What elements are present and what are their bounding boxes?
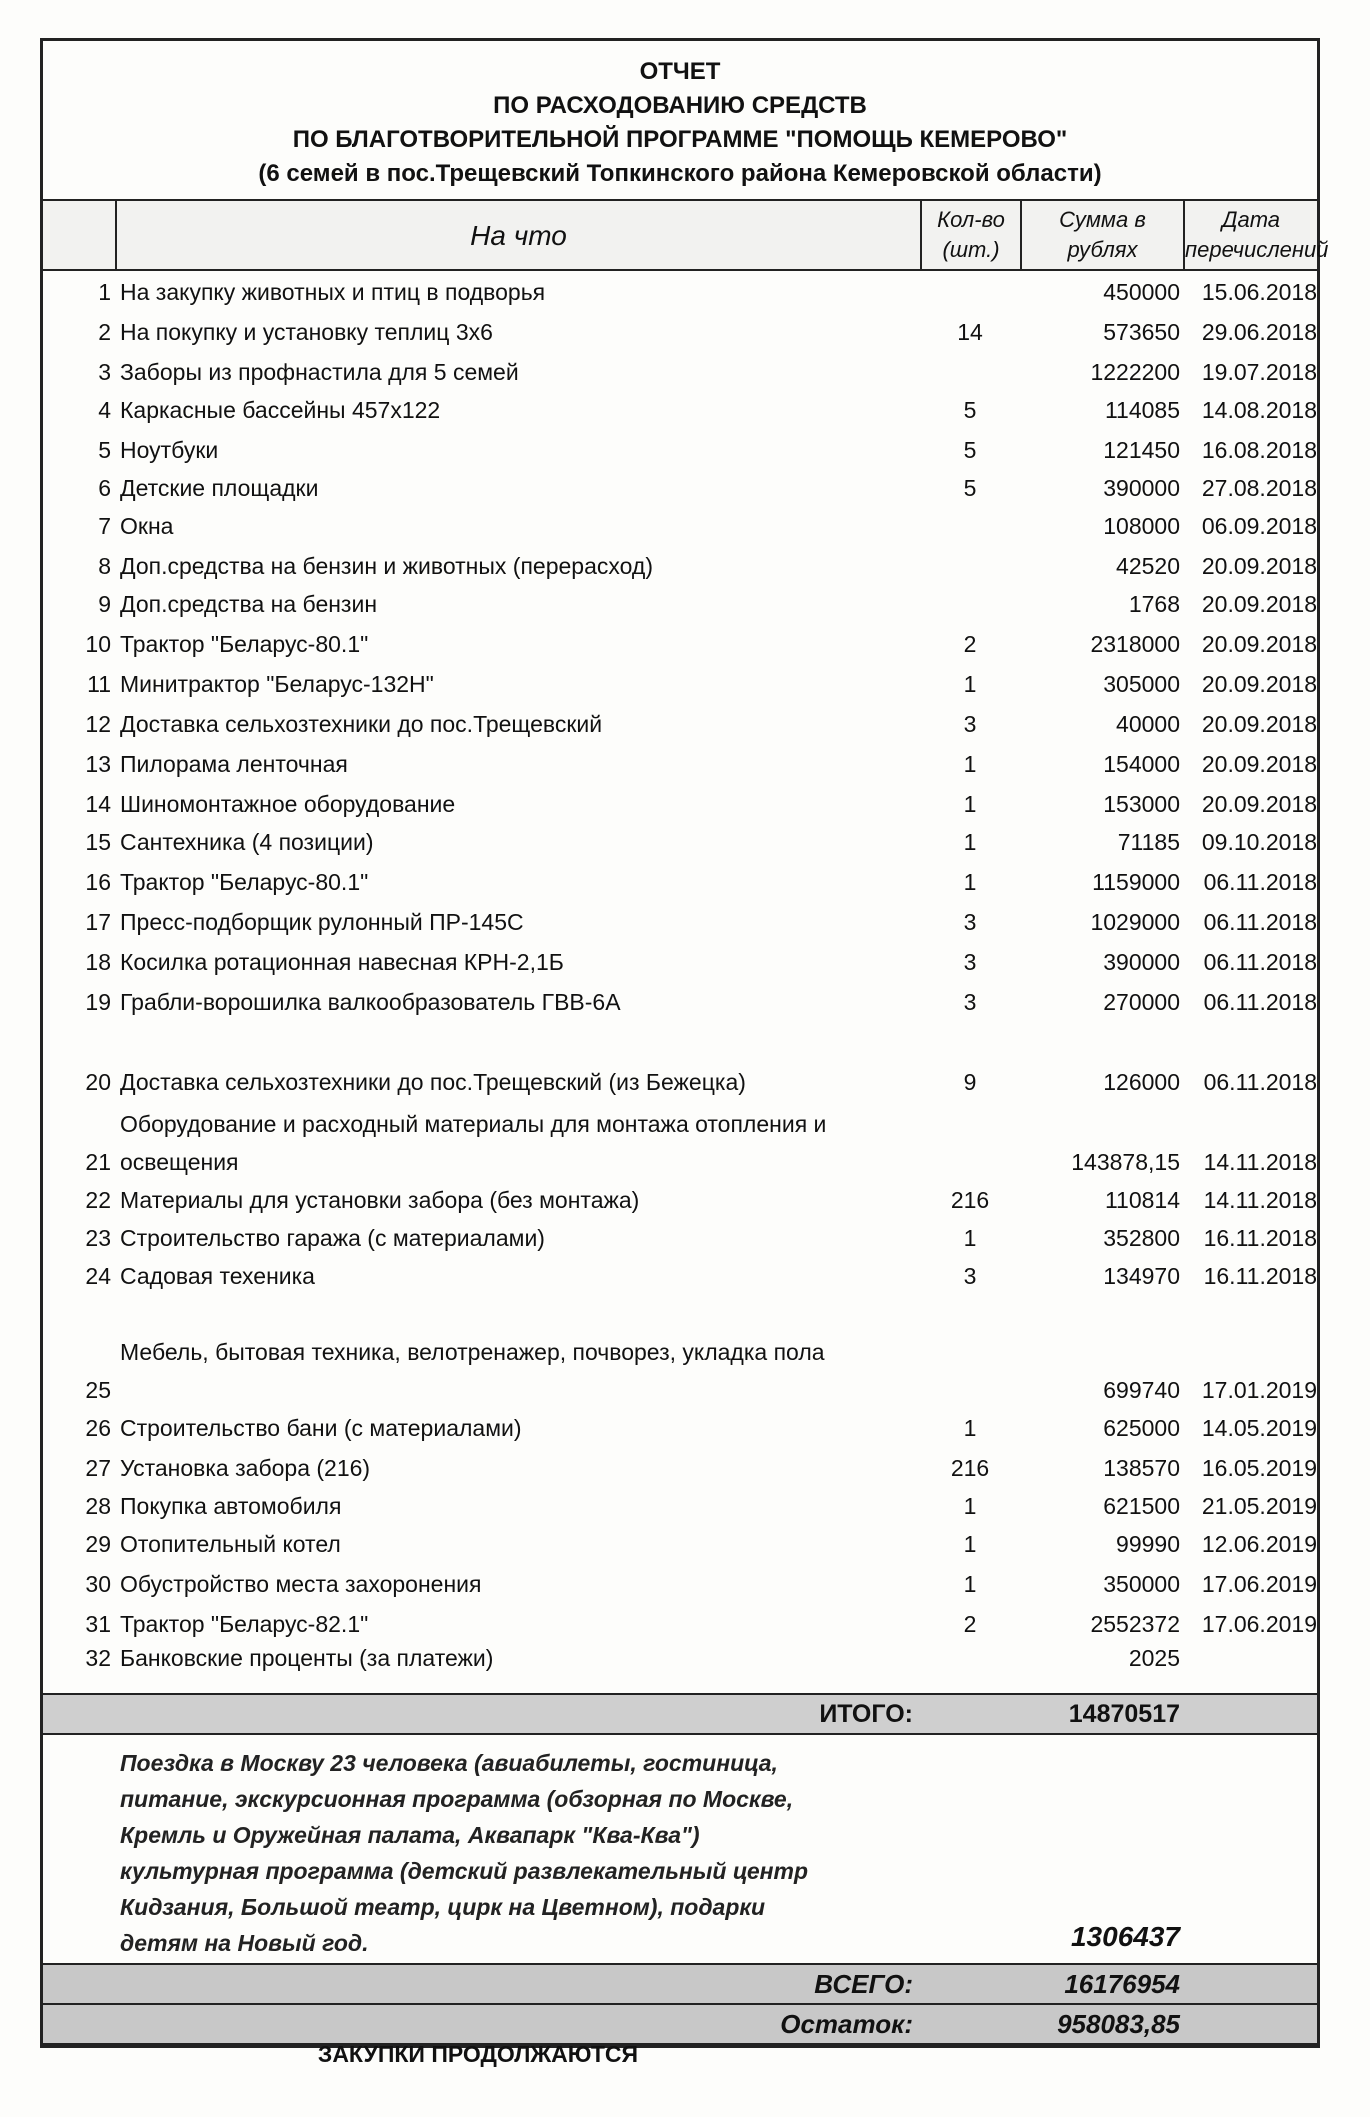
row-number: 21 [85,1149,111,1175]
row-number: 29 [85,1531,111,1557]
row-number: 11 [87,671,111,697]
itogo-label: ИТОГО: [819,1700,913,1728]
row-name: Строительство гаража (с материалами) [120,1225,545,1251]
row-name: Окна [120,513,174,539]
itogo-value: 14870517 [1068,1700,1180,1728]
row-sum: 42520 [1116,553,1180,579]
itogo-row [43,1693,1317,1735]
row-sum: 699740 [1103,1377,1180,1403]
row-date: 16.05.2019 [1201,1455,1317,1481]
title-line-1: ОТЧЕТ [639,58,721,85]
row-qty: 1 [963,751,977,777]
row-qty: 1 [963,829,977,855]
row-date: 12.06.2019 [1201,1531,1317,1557]
row-name: Доставка сельхозтехники до пос.Трещевский [120,711,603,737]
row-date: 16.11.2018 [1203,1263,1317,1289]
row-date: 09.10.2018 [1201,829,1317,855]
row-qty: 1 [963,869,977,895]
row-name: Ноутбуки [120,437,219,463]
header-qty: Кол-во (шт.) [920,201,1020,269]
trip-section [43,1735,1317,1965]
row-qty: 3 [963,909,977,935]
row-number: 3 [98,359,111,385]
row-date: 15.06.2018 [1201,279,1317,305]
row-number: 17 [85,909,111,935]
row-date: 14.11.2018 [1203,1187,1317,1213]
row-name: Грабли-ворошилка валкообразователь ГВВ-6А [120,989,621,1015]
row-date: 17.06.2019 [1201,1571,1317,1597]
row-name: Доставка сельхозтехники до пос.Трещевский (из Бежецка) [120,1069,746,1095]
row-number: 15 [85,829,111,855]
row-date: 06.11.2018 [1203,869,1317,895]
trip-line: питание, экскурсионная программа (обзорная по Москве, [120,1786,794,1812]
trip-line: Поездка в Москву 23 человека (авиабилеты, гостиница, [120,1750,778,1776]
row-number: 20 [85,1069,111,1095]
row-qty: 14 [957,319,983,345]
row-sum: 154000 [1103,751,1180,777]
row-sum: 143878,15 [1071,1149,1180,1175]
row-sum: 350000 [1103,1571,1180,1597]
header-what: На что [115,201,920,269]
row-date: 06.11.2018 [1203,909,1317,935]
row-name: Детские площадки [120,475,319,501]
row-qty: 1 [963,1415,977,1441]
row-number: 16 [85,869,111,895]
row-date: 20.09.2018 [1201,631,1317,657]
trip-line: Кидзания, Большой театр, цирк на Цветном), подарки [120,1894,766,1920]
row-qty: 3 [963,711,977,737]
row-number: 1 [98,279,111,305]
row-name: Банковские проценты (за платежи) [120,1645,494,1671]
vsego-row [43,1965,1317,2005]
row-name: Доп.средства на бензин и животных (перерасход) [120,553,653,579]
vsego-label: ВСЕГО: [814,1969,913,1999]
row-date: 27.08.2018 [1201,475,1317,501]
row-name: Установка забора (216) [120,1455,371,1481]
title-line-4: (6 семей в пос.Трещевский Топкинского района Кемеровской области) [258,160,1102,187]
row-sum: 1029000 [1090,909,1180,935]
row-name: На закупку животных и птиц в подворья [120,279,546,305]
row-name: Доп.средства на бензин [120,591,378,617]
row-number: 26 [85,1415,111,1441]
row-sum: 305000 [1103,671,1180,697]
row-name: Трактор "Беларус-80.1" [120,631,369,657]
row-name: Косилка ротационная навесная КРН-2,1Б [120,949,564,975]
row-name: Сантехника (4 позиции) [120,829,374,855]
row-name: Материалы для установки забора (без монтажа) [120,1187,640,1213]
row-sum: 450000 [1103,279,1180,305]
row-number: 12 [85,711,111,737]
trip-line: Кремль и Оружейная палата, Аквапарк "Ква-Ква") [120,1822,700,1848]
row-number: 4 [98,397,111,423]
header-date: Дата перечислений [1183,201,1317,269]
row-sum: 2318000 [1090,631,1180,657]
row-qty: 9 [963,1069,977,1095]
row-qty: 2 [963,631,977,657]
row-qty: 3 [963,949,977,975]
row-sum: 352800 [1103,1225,1180,1251]
trip-value: 1306437 [1070,1921,1180,1952]
row-qty: 216 [950,1455,990,1481]
row-qty: 5 [963,475,977,501]
trip-line: культурная программа (детский развлекательный центр [120,1858,809,1884]
row-qty: 1 [963,1225,977,1251]
row-number: 19 [85,989,111,1015]
row-number: 13 [85,751,111,777]
row-date: 16.08.2018 [1201,437,1317,463]
row-date: 21.05.2019 [1201,1493,1317,1519]
row-date: 16.11.2018 [1203,1225,1317,1251]
row-name: Покупка автомобиля [120,1493,342,1519]
row-sum: 625000 [1103,1415,1180,1441]
row-name: Каркасные бассейны 457х122 [120,397,441,423]
row-name: Садовая техеника [120,1263,315,1289]
row-number: 8 [98,553,111,579]
row-name: Оборудование и расходный материалы для монтажа отопления и освещения [120,1111,827,1175]
row-qty: 216 [950,1187,990,1213]
row-number: 2 [98,319,111,345]
row-sum: 2552372 [1090,1611,1180,1637]
ostatok-row [43,2005,1317,2045]
row-sum: 390000 [1103,949,1180,975]
row-date: 14.11.2018 [1203,1149,1317,1175]
row-sum: 126000 [1103,1069,1180,1095]
row-number: 27 [85,1455,111,1481]
row-sum: 121450 [1103,437,1180,463]
row-sum: 40000 [1116,711,1180,737]
ostatok-label: Остаток: [780,2009,913,2039]
row-date: 20.09.2018 [1201,751,1317,777]
trip-description [120,1745,900,1961]
row-qty: 1 [963,671,977,697]
row-qty: 3 [963,989,977,1015]
row-number: 9 [98,591,111,617]
row-date: 20.09.2018 [1201,791,1317,817]
ostatok-value: 958083,85 [1057,2009,1180,2039]
table-header [43,201,1329,271]
row-date: 14.08.2018 [1201,397,1317,423]
row-date: 17.01.2019 [1201,1377,1317,1403]
row-name: Трактор "Беларус-82.1" [120,1611,369,1637]
row-sum: 573650 [1103,319,1180,345]
row-date: 06.09.2018 [1201,513,1317,539]
row-sum: 110814 [1104,1187,1180,1213]
row-name: Заборы из профнастила для 5 семей [120,359,519,385]
row-date: 17.06.2019 [1201,1611,1317,1637]
row-sum: 1768 [1128,591,1180,617]
title-line-3: ПО БЛАГОТВОРИТЕЛЬНОЙ ПРОГРАММЕ "ПОМОЩЬ КЕМЕРОВО" [292,126,1068,153]
title-line-2: ПО РАСХОДОВАНИЮ СРЕДСТВ [493,92,867,119]
row-name: Трактор "Беларус-80.1" [120,869,369,895]
row-number: 23 [85,1225,111,1251]
row-name: Строительство бани (с материалами) [120,1415,522,1441]
row-number: 7 [98,513,111,539]
row-name: Пилорама ленточная [120,751,348,777]
row-name: Мебель, бытовая техника, велотренажер, почворез, укладка пола [120,1339,825,1365]
row-sum: 99990 [1116,1531,1180,1557]
row-sum: 108000 [1103,513,1180,539]
row-name: На покупку и установку теплиц 3х6 [120,319,493,345]
row-sum: 621500 [1103,1493,1180,1519]
header-num [43,201,115,269]
row-sum: 134970 [1103,1263,1180,1289]
row-number: 25 [85,1377,111,1403]
row-name: Пресс-подборщик рулонный ПР-145С [120,909,524,935]
vsego-value: 16176954 [1064,1969,1180,1999]
row-date: 20.09.2018 [1201,553,1317,579]
row-number: 22 [85,1187,111,1213]
row-date: 20.09.2018 [1201,591,1317,617]
row-sum: 138570 [1103,1455,1180,1481]
row-date: 14.05.2019 [1201,1415,1317,1441]
row-name: Шиномонтажное оборудование [120,791,456,817]
row-qty: 3 [963,1263,977,1289]
row-date: 20.09.2018 [1201,711,1317,737]
report-title [43,41,1317,201]
footer-text: ЗАКУПКИ ПРОДОЛЖАЮТСЯ [317,2041,639,2067]
trip-line: детям на Новый год. [120,1930,369,1956]
row-name: Обустройство места захоронения [120,1571,482,1597]
row-number: 14 [85,791,111,817]
row-date: 29.06.2018 [1201,319,1317,345]
row-number: 6 [98,475,111,501]
row-number: 31 [85,1611,111,1637]
row-sum: 2025 [1128,1645,1180,1671]
row-number: 28 [85,1493,111,1519]
row-date: 06.11.2018 [1203,1069,1317,1095]
row-sum: 270000 [1103,989,1180,1015]
row-name: Отопительный котел [120,1531,341,1557]
row-sum: 1159000 [1092,869,1180,895]
row-sum: 153000 [1103,791,1180,817]
row-sum: 114085 [1104,397,1180,423]
row-number: 30 [85,1571,111,1597]
row-qty: 1 [963,1531,977,1557]
row-sum: 1222200 [1090,359,1180,385]
row-number: 24 [85,1263,111,1289]
report-frame [40,38,1329,2067]
header-sum: Сумма в рублях [1020,201,1183,269]
row-qty: 5 [963,437,977,463]
row-number: 10 [85,631,111,657]
row-qty: 5 [963,397,977,423]
row-qty: 1 [963,1493,977,1519]
row-number: 18 [85,949,111,975]
row-number: 32 [85,1645,111,1671]
row-sum: 390000 [1103,475,1180,501]
row-date: 19.07.2018 [1201,359,1317,385]
row-date: 06.11.2018 [1203,989,1317,1015]
row-name: Минитрактор "Беларус-132Н" [120,671,434,697]
row-qty: 2 [963,1611,977,1637]
row-date: 20.09.2018 [1201,671,1317,697]
row-date: 06.11.2018 [1203,949,1317,975]
row-qty: 1 [963,1571,977,1597]
row-sum: 71185 [1117,829,1180,855]
row-number: 5 [98,437,111,463]
row-qty: 1 [963,791,977,817]
